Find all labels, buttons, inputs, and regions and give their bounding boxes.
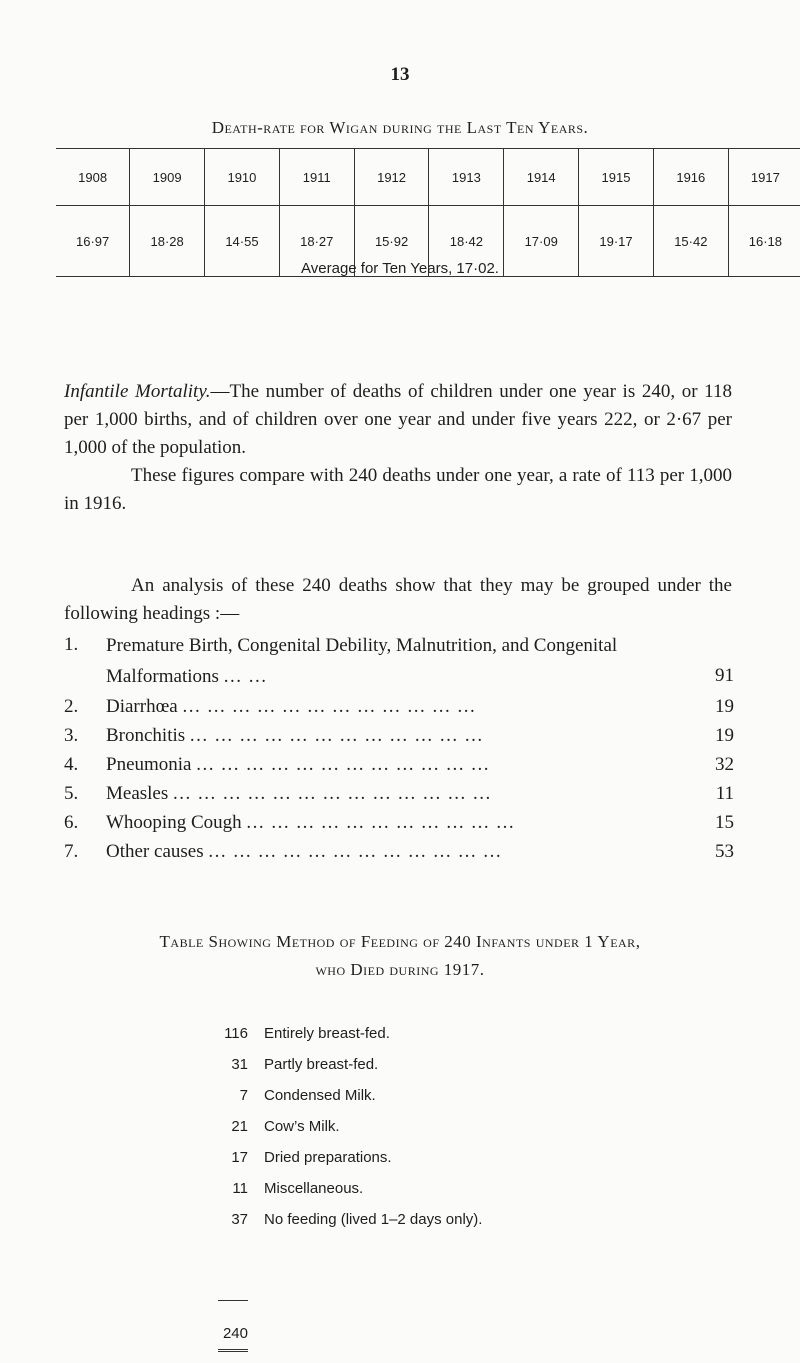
feeding-method: Cow’s Milk. — [264, 1118, 340, 1135]
total-underline — [218, 1349, 248, 1352]
feeding-count: 116 — [224, 1025, 248, 1042]
rate-cell: 16·18 — [728, 206, 800, 277]
feeding-row — [0, 1049, 800, 1080]
feeding-method: Partly breast-fed. — [264, 1056, 379, 1073]
rate-cell: 17·09 — [504, 206, 579, 277]
page-number: 13 — [390, 64, 410, 85]
comparison-paragraph: These figures compare with 240 deaths under one year, a rate of 113 per 1,000 in 1916. — [64, 465, 732, 514]
cause-item — [64, 808, 734, 837]
leader-dots: ... ... ... ... ... ... ... ... ... ... ... ... — [208, 841, 503, 862]
cause-number: 5. — [64, 783, 79, 804]
leader-dots: ... ... ... ... ... ... ... ... ... ... ... ... — [196, 754, 490, 775]
feeding-row — [0, 1173, 800, 1204]
rate-cell: 14·55 — [205, 206, 280, 277]
feeding-row — [0, 1080, 800, 1111]
feeding-row — [0, 1111, 800, 1142]
infantile-mortality-paragraph — [64, 378, 732, 462]
cause-item — [64, 837, 734, 866]
feeding-count: 37 — [231, 1211, 248, 1228]
cause-label: Diarrhœa — [106, 696, 178, 717]
cause-number: 2. — [64, 696, 79, 717]
year-cell: 1914 — [504, 149, 579, 206]
feeding-row — [0, 1142, 800, 1173]
death-rate-table — [56, 148, 800, 277]
feeding-count: 7 — [239, 1087, 248, 1104]
cause-item — [64, 750, 734, 779]
ten-year-average: Average for Ten Years, 17·02. — [301, 260, 499, 277]
cause-label: Premature Birth, Congenital Debility, Malnutrition, and Congenital Malformations — [106, 635, 618, 687]
year-cell: 1910 — [205, 149, 280, 206]
cause-label-wrap — [106, 837, 686, 866]
cause-count: 11 — [715, 783, 734, 804]
leader-dots: ... ... ... ... ... ... ... ... ... ... ... ... — [182, 696, 477, 717]
cause-label-wrap — [106, 630, 686, 692]
feeding-method: No feeding (lived 1–2 days only). — [264, 1211, 483, 1228]
cause-label: Whooping Cough — [106, 812, 242, 833]
cause-count: 19 — [715, 696, 734, 717]
feeding-method: Dried preparations. — [264, 1149, 392, 1166]
cause-item — [64, 630, 734, 692]
rate-cell: 18·28 — [130, 206, 205, 277]
paragraph-text: —The number of deaths of children under one year is 240, or 118 per 1,000 births, and of children over one year and under five years 222, or 2·67 per 1,000 of the population. — [64, 381, 732, 458]
cause-label: Pneumonia — [106, 754, 192, 775]
rate-cell: 15·92 — [354, 206, 429, 277]
cause-number: 1. — [64, 634, 79, 655]
feeding-count: 21 — [231, 1118, 248, 1135]
rate-cell: 19·17 — [579, 206, 654, 277]
leader-dots: ... ... — [223, 666, 268, 687]
cause-number: 3. — [64, 725, 79, 746]
year-cell: 1916 — [653, 149, 728, 206]
cause-count: 53 — [715, 841, 734, 862]
cause-number: 7. — [64, 841, 79, 862]
sum-rule — [218, 1300, 248, 1301]
cause-label-wrap — [106, 750, 686, 779]
year-row — [56, 149, 800, 206]
cause-label: Measles — [106, 783, 169, 804]
cause-item — [64, 692, 734, 721]
cause-label: Other causes — [106, 841, 204, 862]
feeding-table-subtitle: who Died during 1917. — [315, 960, 485, 979]
cause-label: Bronchitis — [106, 725, 186, 746]
cause-item — [64, 779, 734, 808]
leader-dots: ... ... ... ... ... ... ... ... ... ... ... — [246, 812, 516, 833]
leader-dots: ... ... ... ... ... ... ... ... ... ... ... ... — [189, 725, 484, 746]
section-heading: Infantile Mortality. — [64, 381, 211, 402]
cause-item — [64, 721, 734, 750]
year-cell: 1909 — [130, 149, 205, 206]
analysis-paragraph: An analysis of these 240 deaths show that they may be grouped under the following headings :— — [64, 575, 732, 624]
feeding-count: 31 — [231, 1056, 248, 1073]
cause-label-wrap — [106, 721, 686, 750]
cause-count: 32 — [715, 754, 734, 775]
feeding-method: Miscellaneous. — [264, 1180, 364, 1197]
feeding-row — [0, 1204, 800, 1235]
year-cell: 1915 — [579, 149, 654, 206]
rate-cell: 15·42 — [653, 206, 728, 277]
rate-cell: 18·42 — [429, 206, 504, 277]
rate-cell: 18·27 — [279, 206, 354, 277]
causes-list — [64, 630, 734, 866]
cause-count: 19 — [715, 725, 734, 746]
feeding-total: 240 — [222, 1325, 248, 1342]
feeding-count: 11 — [232, 1180, 248, 1197]
feeding-row — [0, 1018, 800, 1049]
year-cell: 1917 — [728, 149, 800, 206]
cause-label-wrap — [106, 808, 686, 837]
death-rate-title: Death-rate for Wigan during the Last Ten Years. — [211, 118, 589, 137]
cause-number: 6. — [64, 812, 79, 833]
cause-number: 4. — [64, 754, 79, 775]
cause-count: 91 — [715, 665, 734, 686]
feeding-table-title: Table Showing Method of Feeding of 240 Infants under 1 Year, — [159, 932, 641, 951]
cause-count: 15 — [715, 812, 734, 833]
feeding-method: Entirely breast-fed. — [264, 1025, 390, 1042]
feeding-table — [0, 1018, 800, 1235]
year-cell: 1908 — [56, 149, 130, 206]
year-cell: 1912 — [354, 149, 429, 206]
rate-cell: 16·97 — [56, 206, 130, 277]
year-cell: 1913 — [429, 149, 504, 206]
cause-label-wrap — [106, 692, 686, 721]
feeding-count: 17 — [231, 1149, 248, 1166]
cause-label-wrap — [106, 779, 686, 808]
leader-dots: ... ... ... ... ... ... ... ... ... ... ... ... ... — [173, 783, 492, 804]
feeding-method: Condensed Milk. — [264, 1087, 376, 1104]
year-cell: 1911 — [279, 149, 354, 206]
